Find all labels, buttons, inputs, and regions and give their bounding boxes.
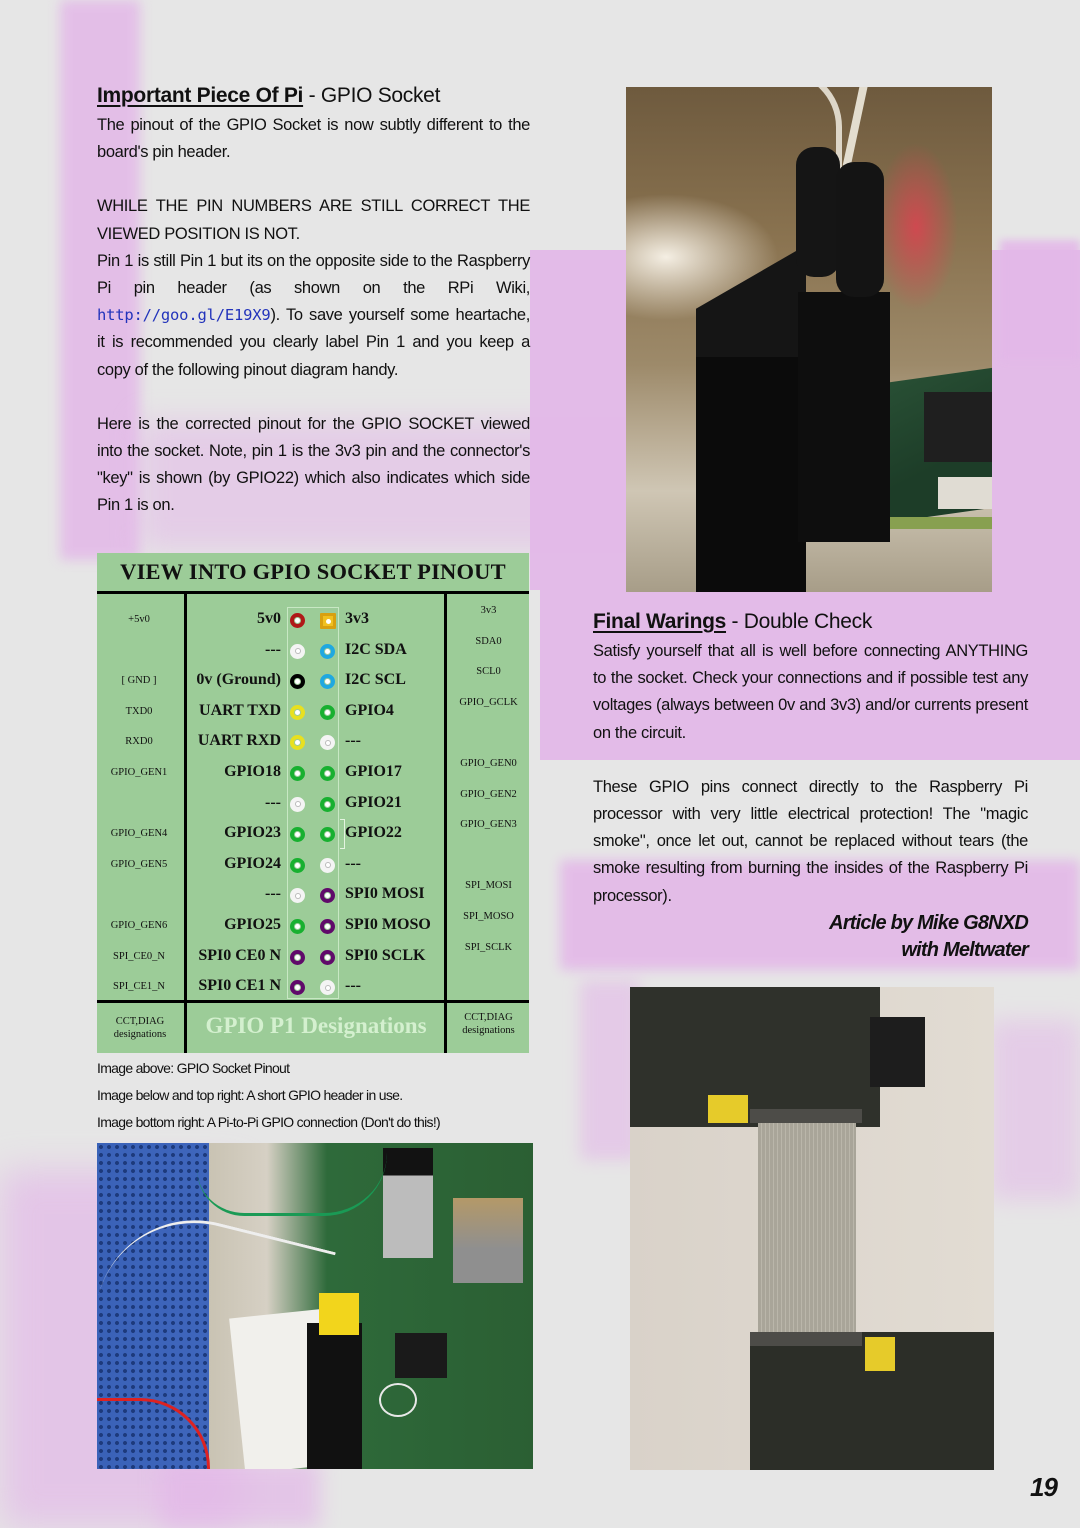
page-number: 19 xyxy=(1030,1472,1057,1502)
cct-designation-right: SPI_MOSI xyxy=(465,880,512,892)
heading-title: Final Warings xyxy=(593,610,727,633)
cct-designation-left: [ GND ] xyxy=(121,675,157,687)
cct-designation-right: 3v3 xyxy=(480,605,497,616)
cct-designation-left: SPI_CE0_N xyxy=(113,950,165,962)
pin-label-right: --- xyxy=(345,854,361,872)
pin-spi-icon xyxy=(320,888,335,903)
cct-designation-right: SCL0 xyxy=(476,666,501,678)
pin-row xyxy=(97,666,529,696)
pin-label-right: GPIO17 xyxy=(345,763,402,780)
caption: Image below and top right: A short GPIO header in use. xyxy=(97,1087,403,1103)
pin-power-5v-icon xyxy=(290,613,305,628)
raspberry-pi-logo-icon xyxy=(379,1383,417,1417)
paragraph: Pin 1 is still Pin 1 but its on the opposite side to the Raspberry Pi pin header (as shown on the RPi Wiki, http://goo.gl/E19X9). To save yourself some heartache, it is recommended you clearly label Pin 1 and you keep a copy of the following pinout diagram handy. xyxy=(97,251,530,379)
pin-row xyxy=(97,880,529,910)
pin-spi-icon xyxy=(290,980,305,995)
pin-label-left: SPI0 CE0 N xyxy=(198,946,281,964)
pin-power-3v3-icon xyxy=(320,613,336,629)
pin-label-left: SPI0 CE1 N xyxy=(198,977,281,995)
pin-label-right: I2C SDA xyxy=(345,640,407,658)
gpio-socket-article xyxy=(97,82,530,520)
pin-label-left: 0v (Ground) xyxy=(196,671,281,689)
warning-paragraph: WHILE THE PIN NUMBERS ARE STILL CORRECT THE VIEWED POSITION IS NOT. xyxy=(97,197,530,243)
cct-designation-right: GPIO_GCLK xyxy=(459,696,518,708)
cct-designation-right: SPI_SCLK xyxy=(464,941,513,953)
pin-ground-icon xyxy=(290,674,305,689)
paragraph: Here is the corrected pinout for the GPIO SOCKET viewed into the socket. Note, pin 1 is the 3v3 pin and the connector's "key" is shown (by GPIO22) which also indicates which side Pin 1 is on. xyxy=(97,414,530,515)
paragraph: These GPIO pins connect directly to the Raspberry Pi processor with very little electrical protection! The "magic smoke", once let out, cannot be replaced without tears (the smoke resulting from burning the insides of the Raspberry Pi processor). xyxy=(593,777,1028,905)
gpio-p1-designations-label: GPIO P1 Designations xyxy=(205,1013,427,1038)
pin-label-right: SPI0 SCLK xyxy=(345,946,426,964)
divider xyxy=(97,591,529,594)
photo-pi-to-pi-ribbon-connection xyxy=(630,987,994,1470)
pin-row xyxy=(97,789,529,819)
cct-designation-left: SPI_CE1_N xyxy=(113,981,165,993)
pin-gpio-icon xyxy=(320,705,335,720)
pin-label-left: UART RXD xyxy=(197,732,281,750)
pin-row xyxy=(97,942,529,972)
cct-designation-right: SDA0 xyxy=(475,635,502,647)
pin-row xyxy=(97,758,529,788)
paragraph: Satisfy yourself that all is well before connecting ANYTHING to the socket. Check your connections and if possible test any voltages (always between 0v and 3v3) and/or currents present on the circuit. xyxy=(593,642,1028,742)
cct-designation-right: GPIO_GEN2 xyxy=(460,788,517,800)
pin-gpio-icon xyxy=(290,858,305,873)
cct-designation-left: RXD0 xyxy=(125,736,153,748)
pin-label-right: --- xyxy=(345,732,361,750)
cct-designation-left: TXD0 xyxy=(125,705,153,717)
cct-diag-label-left: CCT,DIAG designations xyxy=(113,1016,167,1040)
photo-short-gpio-header-in-use xyxy=(97,1143,533,1469)
pin-gpio-icon xyxy=(320,766,335,781)
pin-row xyxy=(97,605,529,635)
cct-designation-left: GPIO_GEN1 xyxy=(110,767,168,778)
heading-subtitle: - Double Check xyxy=(726,610,873,633)
pin-label-right: GPIO4 xyxy=(345,701,394,719)
background-paint-streak xyxy=(1000,240,1080,360)
pin-label-left: GPIO18 xyxy=(224,763,281,780)
pin-label-right: SPI0 MOSO xyxy=(345,916,431,933)
cct-designation-left: GPIO_GEN5 xyxy=(110,858,168,870)
pin-label-right: --- xyxy=(345,977,361,995)
pin-uart-icon xyxy=(290,705,305,720)
pin-row xyxy=(97,911,529,941)
article-heading xyxy=(97,82,530,110)
pin-label-left: GPIO25 xyxy=(224,916,281,933)
pin-gpio-icon xyxy=(290,919,305,934)
pin-label-left: --- xyxy=(265,885,281,903)
pin-spi-icon xyxy=(320,919,335,934)
cct-designation-right: GPIO_GEN3 xyxy=(460,819,517,831)
cct-designation-right: GPIO_GEN0 xyxy=(460,758,517,769)
caption: Image bottom right: A Pi-to-Pi GPIO connection (Don't do this!) xyxy=(97,1114,440,1130)
pin-row xyxy=(97,697,529,727)
heading-subtitle: - GPIO Socket xyxy=(303,84,441,107)
pin-row xyxy=(97,972,529,1002)
rpi-wiki-link[interactable]: http://goo.gl/E19X9 xyxy=(97,306,271,325)
final-warnings-article xyxy=(593,608,1028,964)
pin-spi-icon xyxy=(290,950,305,965)
cct-designation-left: GPIO_GEN4 xyxy=(110,828,168,840)
article-heading xyxy=(593,608,1028,636)
pin-nc-icon xyxy=(320,735,335,750)
pin-gpio-icon xyxy=(320,797,335,812)
pin-gpio-icon xyxy=(290,766,305,781)
pin-label-left: --- xyxy=(265,793,281,811)
author-credit-secondary: with Meltwater xyxy=(901,938,1028,961)
pinout-title: VIEW INTO GPIO SOCKET PINOUT xyxy=(120,559,506,584)
pin-uart-icon xyxy=(290,735,305,750)
pin-label-left: --- xyxy=(265,640,281,658)
background-paint-streak xyxy=(160,1460,320,1528)
pin-nc-icon xyxy=(320,858,335,873)
pin-label-left: UART TXD xyxy=(199,701,281,719)
caption: Image above: GPIO Socket Pinout xyxy=(97,1060,290,1076)
cct-designation-left: GPIO_GEN6 xyxy=(110,920,168,931)
pin-label-right: I2C SCL xyxy=(345,671,406,689)
pin-spi-icon xyxy=(320,950,335,965)
pin-label-left: 5v0 xyxy=(257,610,281,627)
background-paint-streak xyxy=(990,1020,1080,1200)
pin-row xyxy=(97,636,529,666)
pin-nc-icon xyxy=(290,797,305,812)
photo-short-gpio-header-closeup xyxy=(626,87,992,592)
pin-label-right: SPI0 MOSI xyxy=(345,885,425,903)
pin-row xyxy=(97,819,529,849)
gpio-socket-pinout-diagram xyxy=(97,553,529,1053)
pin-i2c-icon xyxy=(320,674,335,689)
pin-gpio-icon xyxy=(290,827,305,842)
image-captions xyxy=(97,1055,537,1136)
cct-designation-right: SPI_MOSO xyxy=(463,911,514,922)
paragraph: The pinout of the GPIO Socket is now subtly different to the board's pin header. xyxy=(97,116,530,162)
cct-designation-left: +5v0 xyxy=(128,614,150,625)
pin-nc-icon xyxy=(290,644,305,659)
pin-row xyxy=(97,850,529,880)
pin-i2c-icon xyxy=(320,644,335,659)
pin-row xyxy=(97,727,529,757)
pin-label-right: 3v3 xyxy=(345,610,369,627)
pin-label-left: GPIO24 xyxy=(224,854,281,872)
pin-gpio-icon xyxy=(320,827,335,842)
pin-nc-icon xyxy=(290,888,305,903)
heading-title: Important Piece Of Pi xyxy=(97,84,304,107)
pin-label-right: GPIO21 xyxy=(345,793,402,811)
cct-diag-label-right: CCT,DIAG designations xyxy=(462,1012,515,1036)
pin-nc-icon xyxy=(320,980,335,995)
pin-label-right: GPIO22 xyxy=(345,824,402,842)
author-credit: Article by Mike G8NXD xyxy=(829,911,1028,934)
pin-label-left: GPIO23 xyxy=(224,824,281,842)
